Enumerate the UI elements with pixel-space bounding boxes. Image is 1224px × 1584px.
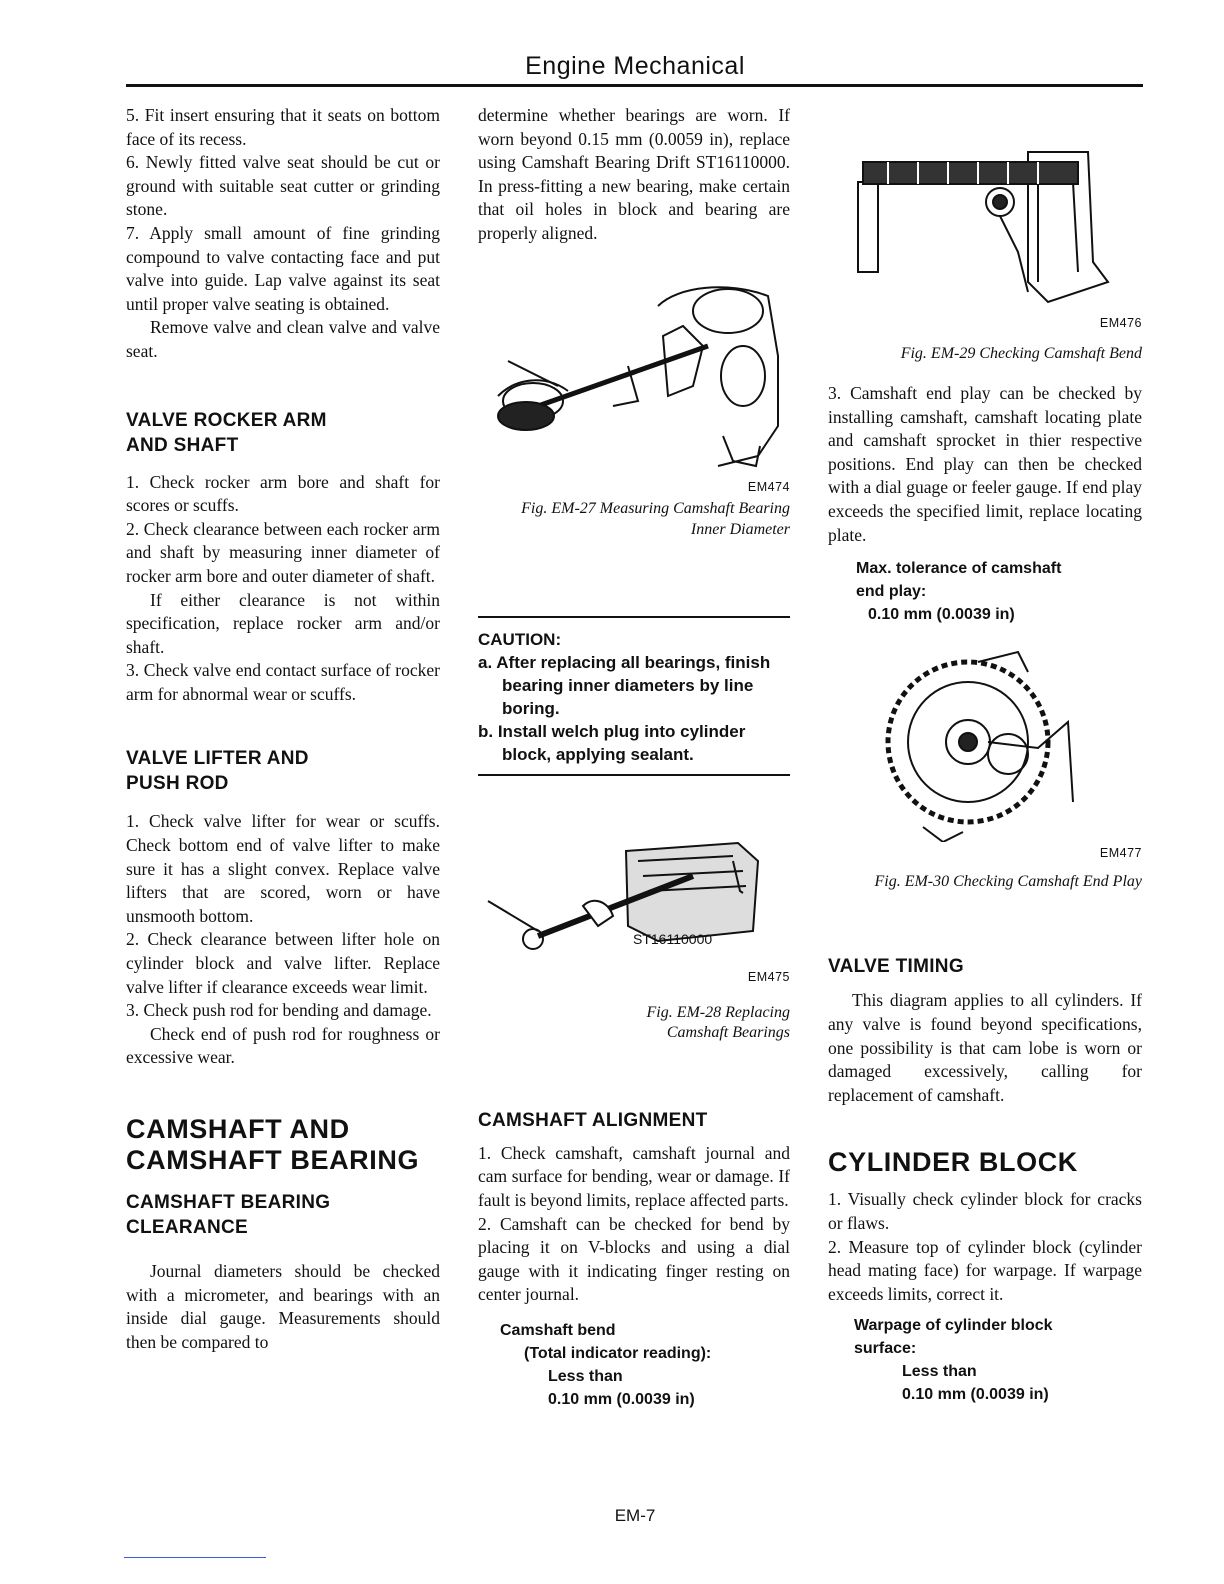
alignment-step-1: 1. Check camshaft, camshaft journal and cam surface for bending, wear or damage. If fault is beyond limits, replace affected parts.: [478, 1142, 790, 1210]
camshaft-bend-value: 0.10 mm (0.0039 in): [548, 1390, 695, 1408]
warpage-label: Warpage of cylinder block: [854, 1317, 1053, 1335]
rocker-step-2-note: If either clearance is not within specification, replace rocker arm and/or shaft.: [126, 589, 440, 657]
rocker-step-2: 2. Check clearance between each rocker arm and shaft by measuring inner diameter of rocker arm bore and outer diameter of shaft.: [126, 518, 440, 586]
valve-timing-paragraph: This diagram applies to all cylinders. If any valve is found beyond specifications, one possibility is that cam lobe is worn or damaged excessively, calling for replacement of camshaft.: [828, 990, 1142, 1105]
column-right: [828, 104, 1142, 1406]
lifter-step-2: 2. Check clearance between lifter hole on cylinder block and valve lifter. Replace valve lifter if clearance exceeds wear limit.: [126, 929, 440, 997]
warpage-sublabel: surface:: [854, 1340, 917, 1358]
heading-camshaft-alignment: CAMSHAFT ALIGNMENT: [478, 1109, 708, 1131]
heading-valve-timing: VALVE TIMING: [828, 956, 964, 978]
step-6: 6. Newly fitted valve seat should be cut or ground with suitable seat cutter or grinding stone.: [126, 152, 440, 220]
caution-item-b: b. Install welch plug into cylinder block, applying sealant.: [478, 722, 746, 765]
end-play-tolerance-sublabel: end play:: [856, 583, 927, 601]
lifter-step-1: 1. Check valve lifter for wear or scuffs. Check bottom end of valve lifter to make sure it has a slight convex. Replace valve lifters that are scored, worn or have unsmooth bottom.: [126, 811, 440, 926]
fig-em27-caption: Fig. EM-27 Measuring Camshaft Bearing Inner Diameter: [521, 500, 790, 538]
caution-item-a: a. After replacing all bearings, finish bearing inner diameters by line boring.: [478, 653, 771, 719]
column-middle: [478, 104, 790, 1411]
camshaft-bend-sublabel: (Total indicator reading):: [524, 1344, 712, 1362]
step-7-note: Remove valve and clean valve and valve seat.: [126, 317, 440, 361]
end-play-step-3: 3. Camshaft end play can be checked by installing camshaft, camshaft locating plate and camshaft sprocket in thier respective positions. End play can then be checked with a dial guage or feeler gauge. If end play exceeds the specified limit, replace locating plate.: [828, 383, 1142, 545]
end-play-tolerance-value: 0.10 mm (0.0039 in): [868, 606, 1015, 624]
fig-em30-code: EM477: [1099, 846, 1142, 861]
caution-title: CAUTION:: [478, 630, 562, 650]
page-number: EM-7: [614, 1506, 656, 1525]
block-step-2: 2. Measure top of cylinder block (cylinder head mating face) for warpage. If warpage exceeds limits, correct it.: [828, 1236, 1142, 1304]
warpage-value: 0.10 mm (0.0039 in): [902, 1386, 1049, 1404]
step-7: 7. Apply small amount of fine grinding compound to valve contacting face and put valve into guide. Lap valve against its seat until proper valve seating is obtained.: [126, 222, 440, 314]
fig-em29-illustration: [828, 142, 1142, 312]
header-rule: [126, 84, 1143, 87]
lifter-step-3-note: Check end of push rod for roughness or excessive wear.: [126, 1023, 440, 1068]
heading-camshaft-bearing-clearance: CAMSHAFT BEARING CLEARANCE: [126, 1192, 331, 1238]
lifter-step-3: 3. Check push rod for bending and damage.: [126, 1000, 432, 1021]
fig-em29-code: EM476: [1099, 316, 1142, 330]
step-5: 5. Fit insert ensuring that it seats on bottom face of its recess.: [126, 105, 440, 149]
fig-em28: [478, 831, 790, 961]
journal-paragraph: Journal diameters should be checked with a micrometer, and bearings with an inside dial gauge. Measurements should then be compared to: [126, 1261, 440, 1352]
end-play-tolerance-label: Max. tolerance of camshaft: [856, 560, 1062, 578]
heading-valve-lifter: VALVE LIFTER AND PUSH ROD: [126, 748, 309, 795]
fig-em29-caption: Fig. EM-29 Checking Camshaft Bend: [900, 344, 1142, 362]
warpage-less-than: Less than: [902, 1363, 977, 1381]
rocker-step-3: 3. Check valve end contact surface of rocker arm for abnormal wear or scuffs.: [126, 660, 440, 704]
page-header-title: Engine Mechanical: [525, 52, 745, 80]
bearing-wear-paragraph: determine whether bearings are worn. If worn beyond 0.15 mm (0.0059 in), replace using Camshaft Bearing Drift ST16110000. In press-fitting a new bearing, make certain that oil holes in block and bearing are properly aligned.: [478, 105, 790, 243]
block-step-1: 1. Visually check cylinder block for cracks or flaws.: [828, 1189, 1142, 1233]
fig-em28-code: EM475: [747, 970, 790, 985]
footer-blue-line: [124, 1557, 266, 1558]
fig-em27-illustration: [478, 266, 790, 476]
alignment-step-2: 2. Camshaft can be checked for bend by placing it on V-blocks and using a dial gauge with it indicating finger resting on center journal.: [478, 1213, 790, 1305]
camshaft-bend-label: Camshaft bend: [500, 1321, 616, 1339]
column-left: [126, 104, 440, 1354]
fig-em28-tool-label: ST16110000: [633, 931, 713, 948]
fig-em30-caption: Fig. EM-30 Checking Camshaft End Play: [874, 872, 1142, 890]
fig-em30-illustration: [828, 642, 1142, 842]
fig-em28-caption: Fig. EM-28 Replacing Camshaft Bearings: [646, 1003, 790, 1042]
camshaft-bend-less-than: Less than: [548, 1367, 623, 1385]
fig-em27-code: EM474: [747, 479, 790, 494]
heading-valve-rocker-arm: VALVE ROCKER ARM AND SHAFT: [126, 409, 327, 456]
heading-cylinder-block: CYLINDER BLOCK: [828, 1147, 1078, 1178]
heading-camshaft-and-bearing: CAMSHAFT AND CAMSHAFT BEARING: [126, 1114, 420, 1175]
rocker-step-1: 1. Check rocker arm bore and shaft for scores or scuffs.: [126, 471, 440, 516]
